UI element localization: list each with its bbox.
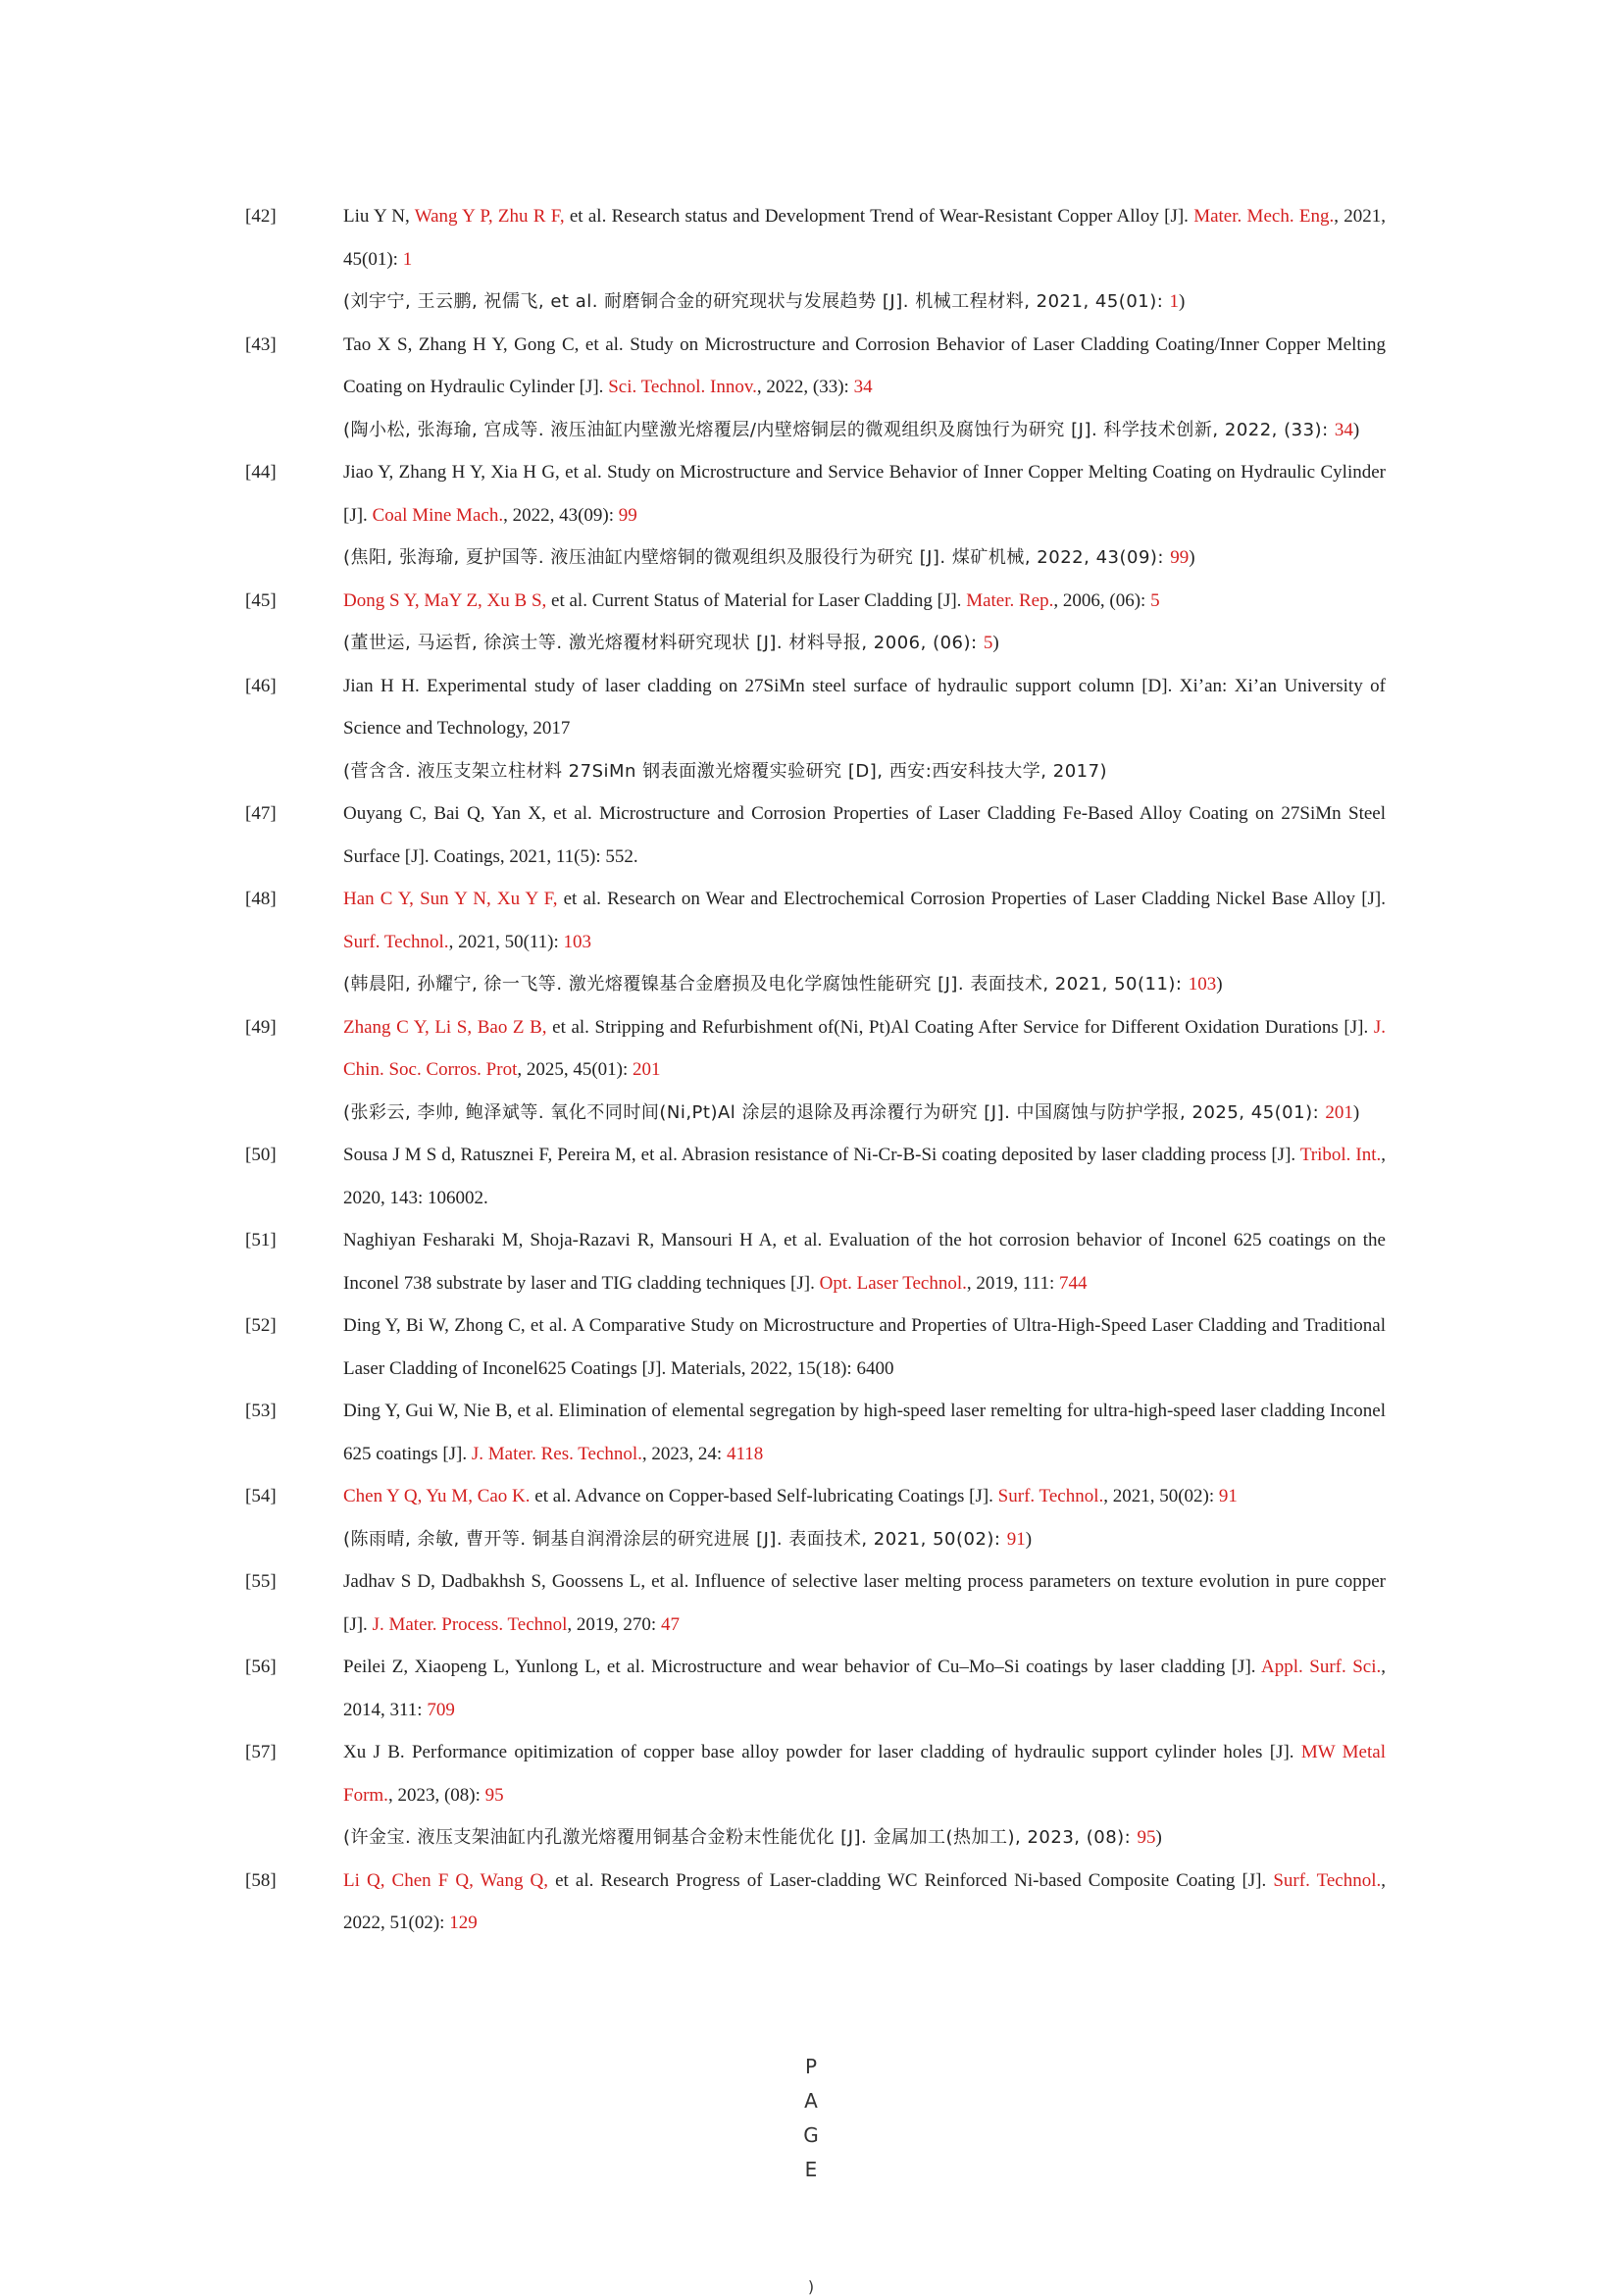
reference-item xyxy=(245,1134,1386,1219)
reference-number: [58] xyxy=(245,1869,277,1891)
reference-list xyxy=(245,195,1386,1945)
reference-segment: et al. Current Status of Material for Laser Cladding [J]. xyxy=(546,589,967,611)
reference-number: [45] xyxy=(245,589,277,611)
reference-text xyxy=(343,1390,1386,1475)
reference-number: [55] xyxy=(245,1571,277,1592)
reference-highlight: 47 xyxy=(660,1613,680,1635)
reference-highlight: 99 xyxy=(618,504,637,526)
reference-item xyxy=(245,1860,1386,1945)
reference-number: [43] xyxy=(245,333,277,355)
reference-highlight: Mater. Mech. Eng. xyxy=(1193,206,1335,227)
reference-text xyxy=(343,878,1386,1006)
reference-segment: , 2021, 45(01): xyxy=(343,206,1387,270)
reference-item xyxy=(245,580,1386,665)
reference-text xyxy=(343,665,1386,793)
reference-number: [49] xyxy=(245,1016,277,1038)
reference-highlight: 34 xyxy=(1334,419,1353,440)
reference-text xyxy=(343,451,1386,580)
reference-text xyxy=(343,580,1386,665)
reference-highlight: J. Mater. Res. Technol. xyxy=(471,1443,642,1464)
reference-item xyxy=(245,878,1386,1006)
reference-item xyxy=(245,1475,1386,1560)
reference-text xyxy=(343,1006,1386,1135)
reference-segment: , 2020, 143: 106002. xyxy=(343,1145,1386,1208)
reference-number: [50] xyxy=(245,1145,277,1165)
reference-highlight: Tribol. Int. xyxy=(1299,1145,1382,1165)
reference-segment: ) xyxy=(1352,419,1360,440)
reference-chinese-citation: (陈雨晴, 余敏, 曹开等. 铜基自润滑涂层的研究进展 [J]. 表面技术, 2021, 50(02): xyxy=(343,1528,1007,1550)
reference-text xyxy=(343,1219,1386,1304)
reference-number: [48] xyxy=(245,889,277,909)
reference-segment: Naghiyan Fesharaki M, Shoja-Razavi R, Mansouri H A, et al. Evaluation of the hot corrosion behavior of Inconel 625 coatings on the Inconel 738 substrate by laser and TIG cladding techniques [J]. xyxy=(343,1230,1386,1294)
reference-highlight: 129 xyxy=(449,1913,478,1933)
reference-item xyxy=(245,792,1386,878)
reference-highlight: Zhang C Y, Li S, Bao Z B, xyxy=(343,1016,547,1038)
reference-highlight: Chen Y Q, Yu M, Cao K. xyxy=(343,1486,531,1506)
reference-item xyxy=(245,1646,1386,1731)
reference-highlight: Opt. Laser Technol. xyxy=(819,1272,967,1294)
reference-item xyxy=(245,1560,1386,1646)
reference-number: [56] xyxy=(245,1657,277,1677)
reference-highlight: 4118 xyxy=(726,1443,764,1464)
reference-segment: , 2019, 270: xyxy=(567,1613,661,1635)
reference-text xyxy=(343,1646,1386,1731)
reference-highlight: 34 xyxy=(853,377,873,397)
reference-segment: ) xyxy=(1189,547,1195,568)
reference-item xyxy=(245,1006,1386,1135)
reference-chinese-citation: (董世运, 马运哲, 徐滨士等. 激光熔覆材料研究现状 [J]. 材料导报, 2006, (06): xyxy=(343,633,984,653)
reference-chinese-citation: (陶小松, 张海瑜, 宫成等. 液压油缸内壁激光熔覆层/内壁熔铜层的微观组织及腐蚀行为研究 [J]. 科学技术创新, 2022, (33): xyxy=(343,419,1335,440)
reference-segment: , 2021, 50(02): xyxy=(1103,1486,1219,1506)
reference-number: [42] xyxy=(245,206,277,227)
reference-text xyxy=(343,324,1386,452)
reference-highlight: 709 xyxy=(427,1699,455,1720)
footer-letter: P xyxy=(804,2055,818,2078)
reference-segment: Sousa J M S d, Ratusznei F, Pereira M, et al. Abrasion resistance of Ni-Cr-B-Si coating deposited by laser cladding process [J]. xyxy=(343,1145,1300,1165)
reference-item xyxy=(245,1731,1386,1860)
reference-highlight: 103 xyxy=(1188,974,1217,995)
reference-segment: Xu J B. Performance opitimization of copper base alloy powder for laser cladding of hydraulic support cylinder holes [J]. xyxy=(343,1742,1301,1762)
reference-chinese-citation: (许金宝. 液压支架油缸内孔激光熔覆用铜基合金粉末性能优化 [J]. 金属加工(热加工), 2023, (08): xyxy=(343,1827,1138,1848)
reference-number: [52] xyxy=(245,1315,277,1336)
reference-highlight: Mater. Rep. xyxy=(966,589,1054,611)
reference-highlight: MW Metal Form. xyxy=(343,1742,1386,1806)
reference-highlight: 103 xyxy=(563,931,592,952)
reference-number: [46] xyxy=(245,675,277,696)
reference-segment: ) xyxy=(1216,974,1223,995)
reference-segment: , 2022, 43(09): xyxy=(503,504,619,526)
reference-highlight: 201 xyxy=(1325,1101,1353,1123)
reference-segment: , 2023, 24: xyxy=(641,1443,727,1464)
reference-number: [57] xyxy=(245,1742,277,1762)
reference-segment: Jian H H. Experimental study of laser cladding on 27SiMn steel surface of hydraulic support column [D]. Xi’an: Xi’an University of Science and Technology, 2017 xyxy=(343,675,1386,739)
reference-item xyxy=(245,451,1386,580)
reference-segment: et al. Research Progress of Laser-cladding WC Reinforced Ni-based Composite Coating [J]. xyxy=(548,1869,1274,1891)
reference-highlight: Li Q, Chen F Q, Wang Q, xyxy=(343,1869,549,1891)
reference-text xyxy=(343,792,1386,878)
reference-number: [54] xyxy=(245,1486,277,1506)
reference-segment: Jadhav S D, Dadbakhsh S, Goossens L, et al. Influence of selective laser melting process parameters on texture evolution in pure copper [J]. xyxy=(343,1571,1386,1635)
reference-item xyxy=(245,665,1386,793)
reference-number: [47] xyxy=(245,803,277,824)
reference-highlight: Surf. Technol. xyxy=(343,931,449,952)
reference-number: [53] xyxy=(245,1401,277,1421)
reference-segment: et al. Advance on Copper-based Self-lubricating Coatings [J]. xyxy=(530,1486,998,1506)
reference-item xyxy=(245,1304,1386,1390)
reference-text xyxy=(343,1134,1386,1219)
reference-item xyxy=(245,1219,1386,1304)
reference-segment: , 2025, 45(01): xyxy=(517,1059,634,1080)
reference-segment: ) xyxy=(1179,291,1186,312)
reference-segment: et al. Research status and Development Trend of Wear-Resistant Copper Alloy [J]. xyxy=(564,206,1194,227)
reference-text xyxy=(343,1475,1386,1560)
reference-segment: ) xyxy=(1155,1827,1162,1848)
reference-chinese-citation: (焦阳, 张海瑜, 夏护国等. 液压油缸内壁熔铜的微观组织及服役行为研究 [J]. 煤矿机械, 2022, 43(09): xyxy=(343,547,1171,568)
reference-highlight: 744 xyxy=(1059,1272,1088,1294)
reference-highlight: 1 xyxy=(402,248,413,270)
reference-highlight: 5 xyxy=(1150,589,1160,611)
reference-highlight: Coal Mine Mach. xyxy=(372,504,504,526)
reference-segment: Jiao Y, Zhang H Y, Xia H G, et al. Study on Microstructure and Service Behavior of Inner Copper Melting Coating on Hydraulic Cylinder [J]. xyxy=(343,462,1386,526)
reference-highlight: Appl. Surf. Sci. xyxy=(1261,1657,1382,1677)
footer-letter: E xyxy=(804,2158,818,2181)
reference-highlight: 99 xyxy=(1170,547,1190,568)
reference-highlight: 91 xyxy=(1006,1528,1026,1550)
reference-highlight: 1 xyxy=(1169,291,1180,312)
reference-highlight: 91 xyxy=(1218,1486,1238,1506)
reference-segment: ) xyxy=(1352,1101,1360,1123)
reference-segment: , 2021, 50(11): xyxy=(448,931,564,952)
reference-chinese-citation: (刘宇宁, 王云鹏, 祝儒飞, et al. 耐磨铜合金的研究现状与发展趋势 [J]. 机械工程材料, 2021, 45(01): xyxy=(343,291,1170,312)
reference-highlight: Surf. Technol. xyxy=(997,1486,1104,1506)
reference-text xyxy=(343,1304,1386,1390)
reference-text xyxy=(343,1560,1386,1646)
reference-segment: Ouyang C, Bai Q, Yan X, et al. Microstructure and Corrosion Properties of Laser Cladding Fe-Based Alloy Coating on 27SiMn Steel Surface [J]. Coatings, 2021, 11(5): 552. xyxy=(343,803,1386,867)
reference-chinese-citation: (韩晨阳, 孙耀宁, 徐一飞等. 激光熔覆镍基合金磨损及电化学腐蚀性能研究 [J]. 表面技术, 2021, 50(11): xyxy=(343,974,1189,995)
footer-letter: G xyxy=(803,2123,819,2147)
reference-highlight: 95 xyxy=(484,1784,504,1806)
reference-highlight: Dong S Y, MaY Z, Xu B S, xyxy=(343,589,547,611)
reference-highlight: J. Mater. Process. Technol xyxy=(372,1613,568,1635)
reference-segment: et al. Stripping and Refurbishment of(Ni, Pt)Al Coating After Service for Different Oxidation Durations [J]. xyxy=(546,1016,1374,1038)
reference-segment: ) xyxy=(992,633,999,653)
reference-segment: Liu Y N, xyxy=(343,206,415,227)
reference-text xyxy=(343,1731,1386,1860)
reference-segment: , 2022, 51(02): xyxy=(343,1869,1387,1933)
reference-highlight: Han C Y, Sun Y N, Xu Y F, xyxy=(343,889,558,909)
reference-chinese-citation: (张彩云, 李帅, 鲍泽斌等. 氧化不同时间(Ni,Pt)Al 涂层的退除及再涂覆行为研究 [J]. 中国腐蚀与防护学报, 2025, 45(01): xyxy=(343,1101,1326,1123)
reference-number: [51] xyxy=(245,1230,277,1250)
reference-segment: Ding Y, Gui W, Nie B, et al. Elimination of elemental segregation by high-speed laser remelting for ultra-high-speed laser cladding Inconel 625 coatings [J]. xyxy=(343,1401,1386,1464)
reference-item xyxy=(245,195,1386,324)
reference-text xyxy=(343,195,1386,324)
reference-segment: ) xyxy=(1025,1528,1033,1550)
reference-segment: , 2023, (08): xyxy=(387,1784,485,1806)
reference-highlight: Wang Y P, Zhu R F, xyxy=(414,206,565,227)
reference-segment: , 2019, 111: xyxy=(966,1272,1060,1294)
reference-segment: Peilei Z, Xiaopeng L, Yunlong L, et al. Microstructure and wear behavior of Cu–Mo–Si coatings by laser cladding [J]. xyxy=(343,1657,1261,1677)
reference-segment: , 2006, (06): xyxy=(1053,589,1151,611)
reference-segment: , 2022, (33): xyxy=(756,377,854,397)
reference-segment: Ding Y, Bi W, Zhong C, et al. A Comparative Study on Microstructure and Properties of Ultra-High-Speed Laser Cladding and Traditional Laser Cladding of Inconel625 Coatings [J]. Materials, 2022, 15(18): 6400 xyxy=(343,1315,1386,1379)
reference-highlight: Sci. Technol. Innov. xyxy=(608,377,757,397)
reference-segment: Tao X S, Zhang H Y, Gong C, et al. Study on Microstructure and Corrosion Behavior of Laser Cladding Coating/Inner Copper Melting Coating on Hydraulic Cylinder [J]. xyxy=(343,333,1386,397)
reference-item xyxy=(245,324,1386,452)
reference-text xyxy=(343,1860,1386,1945)
footer-letter: A xyxy=(804,2089,818,2113)
reference-highlight: J. Chin. Soc. Corros. Prot xyxy=(343,1016,1386,1080)
reference-segment: et al. Research on Wear and Electrochemical Corrosion Properties of Laser Cladding Nickel Base Alloy [J]. xyxy=(557,889,1386,909)
page-footer xyxy=(801,2050,821,2187)
reference-chinese-citation: (菅含含. 液压支架立柱材料 27SiMn 钢表面激光熔覆实验研究 [D], 西安:西安科技大学, 2017) xyxy=(343,760,1108,782)
reference-highlight: 201 xyxy=(633,1059,661,1080)
reference-highlight: 95 xyxy=(1137,1827,1156,1848)
reference-item xyxy=(245,1390,1386,1475)
reference-number: [44] xyxy=(245,462,277,483)
footer-closing-paren: ) xyxy=(807,2277,815,2296)
reference-highlight: Surf. Technol. xyxy=(1273,1869,1382,1891)
reference-segment: , 2014, 311: xyxy=(343,1657,1387,1720)
reference-highlight: 5 xyxy=(983,633,993,653)
